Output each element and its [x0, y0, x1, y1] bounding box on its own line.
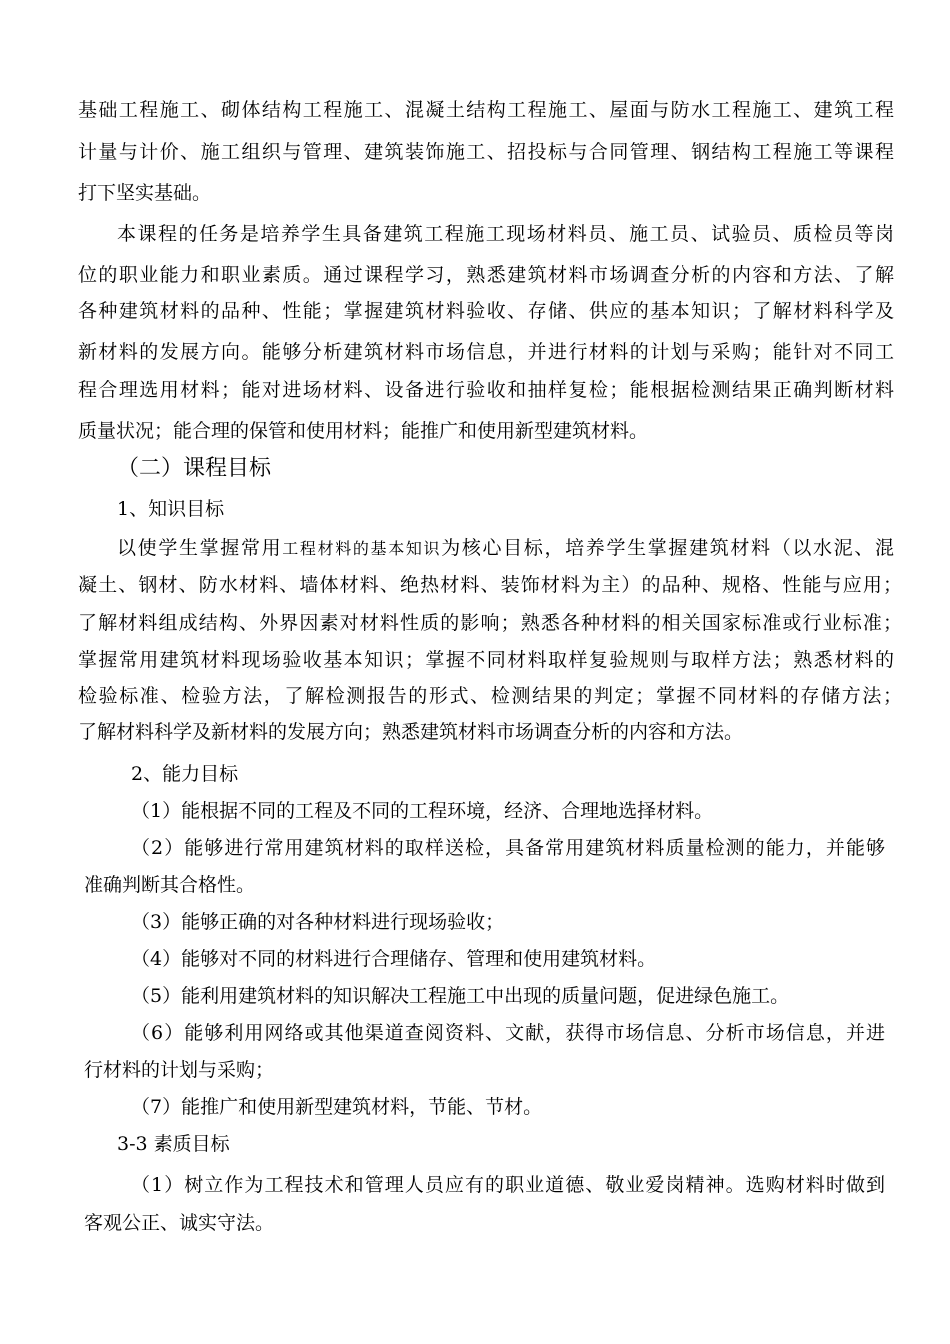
- paragraph-line: 计量与计价、施工组织与管理、建筑装饰施工、招投标与合同管理、钢结构工程施工等课程: [78, 141, 894, 163]
- paragraph-line: 检验标准、检验方法，了解检测报告的形式、检测结果的判定；掌握不同材料的存储方法；: [78, 685, 902, 707]
- section-heading: （二）课程目标: [117, 456, 272, 481]
- paragraph-line: 基础工程施工、砌体结构工程施工、混凝土结构工程施工、屋面与防水工程施工、建筑工程: [78, 99, 894, 121]
- text-segment: 以使学生掌握常用: [117, 537, 283, 559]
- paragraph-line: 打下坚实基础。: [78, 182, 212, 204]
- text-segment: 为核心目标，培养学生掌握建筑材料（以水泥、混: [441, 537, 894, 559]
- paragraph-line-mixed: [117, 536, 894, 561]
- paragraph-line: 程合理选用材料；能对进场材料、设备进行验收和抽样复检；能根据检测结果正确判断材料: [78, 379, 894, 401]
- paragraph-line: 凝土、钢材、防水材料、墙体材料、绝热材料、装饰材料为主）的品种、规格、性能与应用；: [78, 574, 902, 596]
- paragraph-line: 了解材料科学及新材料的发展方向；熟悉建筑材料市场调查分析的内容和方法。: [78, 721, 744, 743]
- list-item: （1）能根据不同的工程及不同的工程环境，经济、合理地选择材料。: [131, 800, 714, 822]
- paragraph-line: 新材料的发展方向。能够分析建筑材料市场信息，并进行材料的计划与采购；能针对不同工: [78, 341, 894, 363]
- list-item: （1）树立作为工程技术和管理人员应有的职业道德、敬业爱岗精神。选购材料时做到: [131, 1174, 885, 1196]
- list-item: （7）能推广和使用新型建筑材料，节能、节材。: [131, 1096, 543, 1118]
- paragraph-line: 掌握常用建筑材料现场验收基本知识；掌握不同材料取样复验规则与取样方法；熟悉材料的: [78, 649, 894, 671]
- list-item-continuation: 行材料的计划与采购；: [84, 1059, 275, 1081]
- list-item-continuation: 客观公正、诚实守法。: [84, 1212, 275, 1234]
- subsection-heading: 2、能力目标: [131, 763, 239, 785]
- subsection-heading: 3-3 素质目标: [117, 1133, 230, 1155]
- paragraph-line: 位的职业能力和职业素质。通过课程学习，熟悉建筑材料市场调查分析的内容和方法、了解: [78, 264, 894, 286]
- list-item: （3）能够正确的对各种材料进行现场验收；: [131, 911, 505, 933]
- paragraph-line: 了解材料组成结构、外界因素对材料性质的影响；熟悉各种材料的相关国家标准或行业标准；: [78, 612, 902, 634]
- list-item: （6）能够利用网络或其他渠道查阅资料、文献，获得市场信息、分析市场信息，并进: [131, 1022, 885, 1044]
- paragraph-line: 各种建筑材料的品种、性能；掌握建筑材料验收、存储、供应的基本知识；了解材料科学及: [78, 300, 894, 322]
- list-item-continuation: 准确判断其合格性。: [84, 874, 256, 896]
- paragraph-line: 质量状况；能合理的保管和使用材料；能推广和使用新型建筑材料。: [78, 420, 649, 442]
- list-item: （2）能够进行常用建筑材料的取样送检，具备常用建筑材料质量检测的能力，并能够: [131, 837, 885, 859]
- text-segment-small: 工程材料的基本知识: [282, 539, 442, 558]
- list-item: （5）能利用建筑材料的知识解决工程施工中出现的质量问题，促进绿色施工。: [131, 985, 790, 1007]
- list-item: （4）能够对不同的材料进行合理储存、管理和使用建筑材料。: [131, 948, 657, 970]
- paragraph-line: 本课程的任务是培养学生具备建筑工程施工现场材料员、施工员、试验员、质检员等岗: [117, 223, 894, 245]
- subsection-heading: 1、知识目标: [117, 498, 225, 520]
